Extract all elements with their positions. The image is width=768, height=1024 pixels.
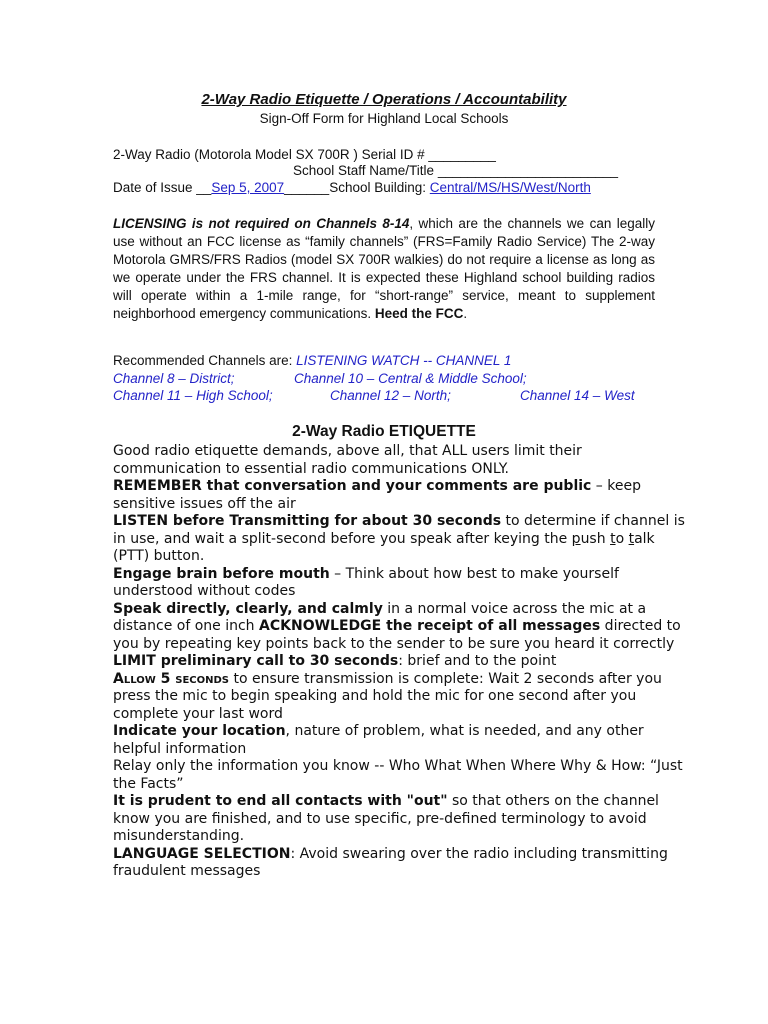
document-title: 2-Way Radio Etiquette / Operations / Accountability [201,91,567,108]
channel-14: Channel 14 – West [520,388,635,403]
issue-date-link[interactable]: Sep 5, 2007 [211,180,285,195]
licensing-lead: LICENSING is not required on Channels 8-14 [113,216,410,231]
listening-watch: LISTENING WATCH -- CHANNEL 1 [296,353,512,368]
staff-name-line: School Staff Name/Title ________________________ [293,163,619,178]
school-building-link[interactable]: Central/MS/HS/West/North [429,180,591,195]
channel-11: Channel 11 – High School; [113,388,273,403]
recommended-channels-line [113,353,511,368]
heed-fcc: Heed the FCC [374,306,464,321]
licensing-end: . [463,306,468,321]
remember-paragraph: REMEMBER that conversation and your comments are public – keep sensitive issues off the air [113,478,641,512]
channel-12: Channel 12 – North; [330,388,451,403]
listen-paragraph: LISTEN before Transmitting for about 30 seconds to determine if channel is in use, and wait a split-second before you speak after keying the push to talk (PTT) button. [113,513,685,564]
date-tail: ______ [284,180,330,195]
language-paragraph: LANGUAGE SELECTION: Avoid swearing over the radio including transmitting fraudulent messages [113,845,668,879]
channel-10: Channel 10 – Central & Middle School; [294,371,527,386]
etiquette-heading: 2-Way Radio ETIQUETTE [292,423,476,440]
date-label: Date of Issue __ [113,180,212,195]
etiquette-body [113,443,693,881]
document-subtitle: Sign-Off Form for Highland Local Schools [259,111,509,126]
channel-8: Channel 8 – District; [113,371,235,386]
radio-serial-line: 2-Way Radio (Motorola Model SX 700R ) Serial ID # _________ [113,147,496,162]
allow-paragraph: Allow 5 seconds to ensure transmission is complete: Wait 2 seconds after you press the mic to begin speaking and hold the mic for one second after you complete your last word [113,670,662,722]
intro-paragraph: Good radio etiquette demands, above all, that ALL users limit their communication to essential radio communications ONLY. [113,443,582,477]
speak-paragraph: Speak directly, clearly, and calmly in a normal voice across the mic at a distance of one inch ACKNOWLEDGE the receipt of all messages directed to you by repeating key points back to the sender to be sure you heard it correctly [113,600,681,652]
location-paragraph: Indicate your location, nature of problem, what is needed, and any other helpful information [113,723,644,757]
licensing-text: , which are the channels we can legally use without an FCC license as “family channels” (FRS=Family Radio Service) The 2-way Motorola GMRS/FRS Radios (model SX 700R walkies) do not require a license as long as we operate under the FRS channel. It is expected these Highland school building radios will operate within a 1-mile range, for “short-range” service, meant to supplement neighborhood emergency communications. [113,216,656,321]
engage-paragraph: Engage brain before mouth – Think about how best to make yourself understood without codes [113,565,619,599]
channels-label: Recommended Channels are: [113,353,297,368]
limit-paragraph: LIMIT preliminary call to 30 seconds: brief and to the point [113,653,557,669]
building-label: School Building: [329,180,430,195]
licensing-paragraph [113,215,655,323]
relay-paragraph: Relay only the information you know -- Who What When Where Why & How: “Just the Facts” [113,758,683,792]
issue-line [113,180,591,195]
prudent-paragraph: It is prudent to end all contacts with "out" so that others on the channel know you are finished, and to use specific, pre-defined terminology to avoid misunderstanding. [113,793,659,844]
